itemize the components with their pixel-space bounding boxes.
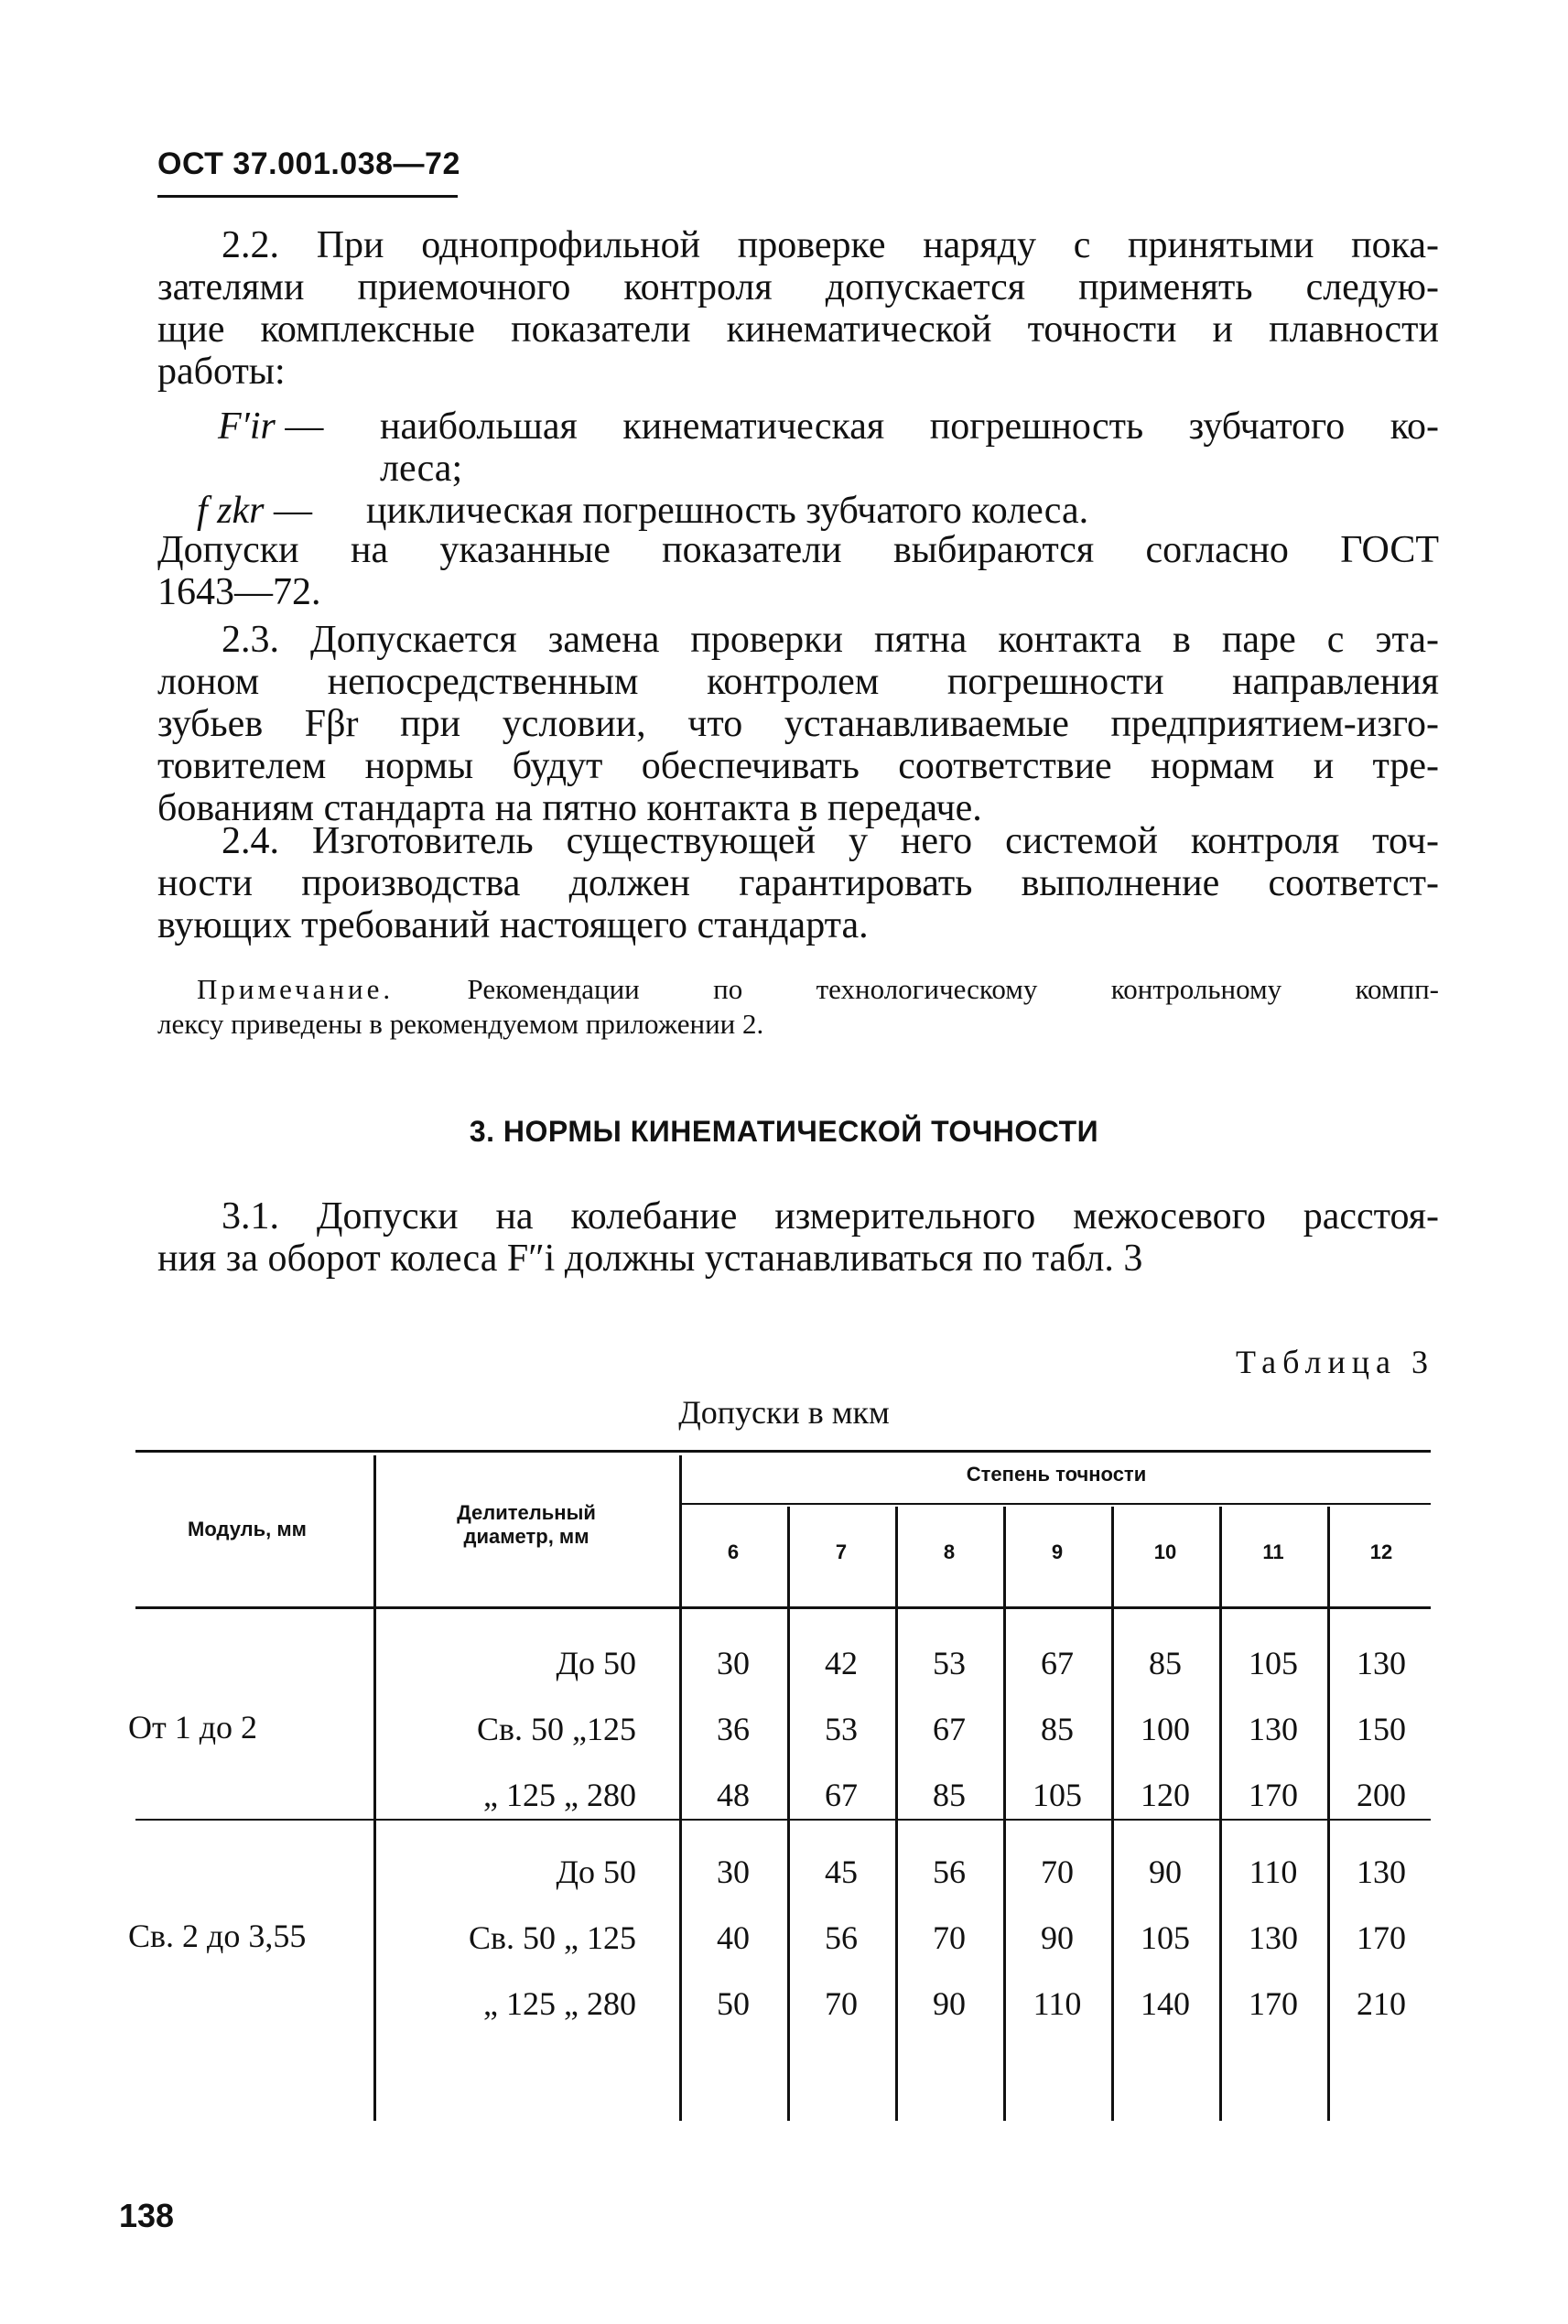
text-line: лоном непосредственным контролем погрешности направления xyxy=(157,661,1439,703)
section-title: 3. НОРМЫ КИНЕМАТИЧЕСКОЙ ТОЧНОСТИ xyxy=(469,1115,1099,1148)
table-top-rule xyxy=(135,1450,1431,1453)
header-rule xyxy=(157,195,458,198)
value-cell: 85 xyxy=(933,1777,966,1813)
definition-text: леса; xyxy=(380,448,463,490)
table-units: Допуски в мкм xyxy=(678,1394,890,1431)
paragraph-3-1 xyxy=(157,1195,1439,1280)
value-cell: 67 xyxy=(933,1711,966,1747)
header-grade: 6 xyxy=(727,1540,740,1563)
value-cell: 56 xyxy=(933,1854,966,1890)
note-line: лексу приведены в рекомендуемом приложении 2. xyxy=(157,1008,764,1040)
value-cell: 30 xyxy=(717,1645,750,1681)
definition-symbol xyxy=(197,490,312,532)
value-cell: 90 xyxy=(933,1985,966,2022)
value-cell: 48 xyxy=(717,1777,750,1813)
diameter-cell: „ 125 „ 280 xyxy=(483,1985,636,2022)
value-cell: 50 xyxy=(717,1985,750,2022)
table-vrule xyxy=(679,1455,682,2121)
table-vrule xyxy=(373,1455,376,2121)
value-cell: 170 xyxy=(1357,1919,1406,1956)
header-grade: 10 xyxy=(1153,1540,1177,1563)
text-line: работы: xyxy=(157,351,286,393)
value-cell: 85 xyxy=(1041,1711,1074,1747)
table-vrule xyxy=(787,1507,790,2121)
note-line xyxy=(197,972,1439,1007)
value-cell: 70 xyxy=(933,1919,966,1956)
module-cell: От 1 до 2 xyxy=(128,1709,258,1746)
header-diameter-line1: Делительный xyxy=(457,1501,596,1524)
text-line: бованиям стандарта на пятно контакта в передаче. xyxy=(157,787,982,829)
table-group-rule xyxy=(135,1819,1431,1821)
table-vrule xyxy=(1111,1507,1114,2121)
value-cell: 105 xyxy=(1033,1777,1082,1813)
header-diameter-line2: диаметр, мм xyxy=(463,1525,589,1548)
value-cell: 90 xyxy=(1149,1854,1182,1890)
value-cell: 130 xyxy=(1357,1854,1406,1890)
diameter-cell: „ 125 „ 280 xyxy=(483,1777,636,1813)
definition-text: циклическая погрешность зубчатого колеса. xyxy=(366,490,1089,532)
text-line: 3.1. Допуски на колебание измерительного межосевого расстоя- xyxy=(222,1195,1439,1238)
value-cell: 200 xyxy=(1357,1777,1406,1813)
value-cell: 36 xyxy=(717,1711,750,1747)
definition-dash: — xyxy=(285,405,324,448)
diameter-cell: До 50 xyxy=(556,1645,636,1681)
table-vrule xyxy=(1003,1507,1006,2121)
definition-text: наибольшая кинематическая погрешность зубчатого ко- xyxy=(380,405,1439,448)
definition-dash: — xyxy=(274,490,312,532)
text-line: 2.4. Изготовитель существующей у него системой контроля точ- xyxy=(222,820,1439,862)
value-cell: 90 xyxy=(1041,1919,1074,1956)
value-cell: 150 xyxy=(1357,1711,1406,1747)
value-cell: 67 xyxy=(1041,1645,1074,1681)
header-grade: 9 xyxy=(1051,1540,1064,1563)
table-label: Таблица 3 xyxy=(1236,1344,1434,1380)
paragraph-2-2 xyxy=(157,224,1439,393)
header-grade: 7 xyxy=(835,1540,848,1563)
value-cell: 70 xyxy=(1041,1854,1074,1890)
value-cell: 70 xyxy=(825,1985,858,2022)
value-cell: 130 xyxy=(1249,1711,1298,1747)
table-vrule xyxy=(1327,1507,1330,2121)
text-line: 2.2. При однопрофильной проверке наряду с принятыми пока- xyxy=(222,224,1439,266)
value-cell: 105 xyxy=(1249,1645,1298,1681)
text-line: товителем нормы будут обеспечивать соответствие нормам и тре- xyxy=(157,745,1439,787)
text-line: зателями приемочного контроля допускается применять следую- xyxy=(157,266,1439,308)
value-cell: 110 xyxy=(1249,1854,1298,1890)
value-cell: 170 xyxy=(1249,1985,1298,2022)
definition-symbol xyxy=(218,405,323,448)
diameter-cell: Св. 50 „125 xyxy=(477,1711,636,1747)
text-line: ния за оборот колеса F″i должны устанавливаться по табл. 3 xyxy=(157,1238,1143,1280)
page-number: 138 xyxy=(119,2197,175,2234)
value-cell: 53 xyxy=(825,1711,858,1747)
diameter-cell: Св. 50 „ 125 xyxy=(469,1919,636,1956)
table-header-bottom-rule xyxy=(135,1606,1431,1609)
note-text: Рекомендации по технологическому контрольному компп- xyxy=(467,973,1439,1005)
note-label: Примечание. xyxy=(197,973,395,1005)
value-cell: 85 xyxy=(1149,1645,1182,1681)
header-module: Модуль, мм xyxy=(188,1518,307,1540)
text-line: зубьев Fβr при условии, что устанавливаемые предприятием-изго- xyxy=(157,703,1439,745)
value-cell: 170 xyxy=(1249,1777,1298,1813)
text-line: Допуски на указанные показатели выбираются согласно ГОСТ xyxy=(157,529,1439,571)
text-line: 1643—72. xyxy=(157,571,321,613)
header-grade: 12 xyxy=(1369,1540,1393,1563)
text-line: вующих требований настоящего стандарта. xyxy=(157,904,869,946)
header-accuracy: Степень точности xyxy=(966,1463,1147,1486)
value-cell: 67 xyxy=(825,1777,858,1813)
module-cell: Св. 2 до 3,55 xyxy=(128,1918,307,1954)
text-line: щие комплексные показатели кинематической точности и плавности xyxy=(157,308,1439,351)
paragraph-2-3 xyxy=(157,619,1439,829)
text-line: 2.3. Допускается замена проверки пятна контакта в паре с эта- xyxy=(222,619,1439,661)
value-cell: 30 xyxy=(717,1854,750,1890)
value-cell: 100 xyxy=(1141,1711,1190,1747)
header-grade: 8 xyxy=(943,1540,956,1563)
diameter-cell: До 50 xyxy=(556,1854,636,1890)
value-cell: 210 xyxy=(1357,1985,1406,2022)
value-cell: 105 xyxy=(1141,1919,1190,1956)
value-cell: 130 xyxy=(1249,1919,1298,1956)
value-cell: 45 xyxy=(825,1854,858,1890)
value-cell: 42 xyxy=(825,1645,858,1681)
header-grade: 11 xyxy=(1262,1540,1284,1563)
table-vrule xyxy=(1219,1507,1222,2121)
paragraph-2-4 xyxy=(157,820,1439,946)
note xyxy=(157,972,1439,1042)
value-cell: 110 xyxy=(1033,1985,1082,2022)
paragraph-tolerances xyxy=(157,529,1439,613)
text-line: ности производства должен гарантировать выполнение соответст- xyxy=(157,862,1439,904)
definition-symbol-text: f zkr xyxy=(197,490,265,532)
value-cell: 130 xyxy=(1357,1645,1406,1681)
value-cell: 120 xyxy=(1141,1777,1190,1813)
table-header-rule xyxy=(679,1503,1431,1505)
value-cell: 40 xyxy=(717,1919,750,1956)
document-code: ОСТ 37.001.038—72 xyxy=(157,146,460,181)
value-cell: 140 xyxy=(1141,1985,1190,2022)
value-cell: 56 xyxy=(825,1919,858,1956)
definition-symbol-text: F′ir xyxy=(218,405,276,448)
value-cell: 53 xyxy=(933,1645,966,1681)
table-vrule xyxy=(895,1507,898,2121)
